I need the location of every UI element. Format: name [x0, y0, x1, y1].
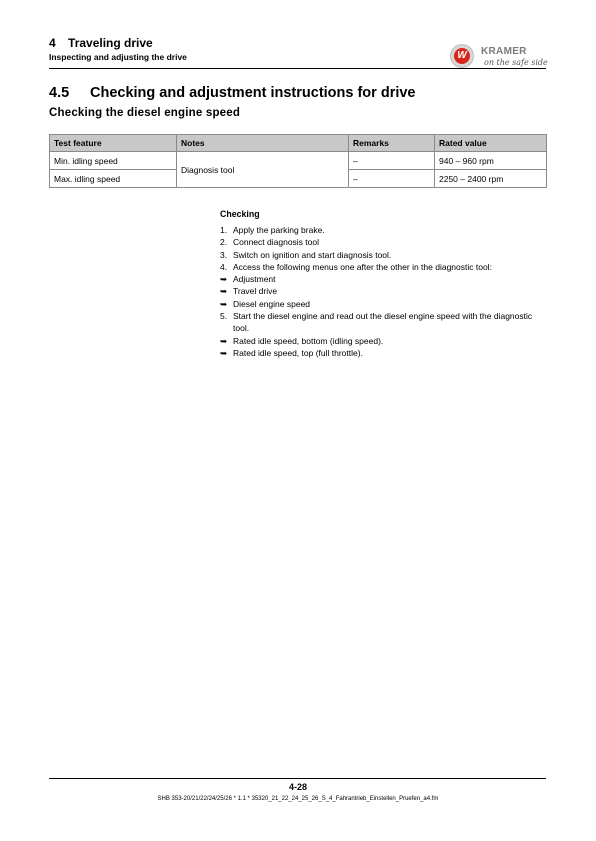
step-marker: 4.: [220, 261, 228, 272]
list-item: [220, 224, 550, 236]
arrow-icon: ➥: [220, 335, 228, 346]
step-text: Rated idle speed, bottom (idling speed).: [233, 335, 384, 346]
step-text: Apply the parking brake.: [233, 225, 325, 235]
table-cell: 2250 – 2400 rpm: [435, 170, 547, 188]
spec-table: [49, 134, 547, 188]
table-cell: –: [349, 152, 435, 170]
logo-brand: KRAMER: [481, 46, 527, 57]
step-text: Rated idle speed, top (full throttle).: [233, 347, 363, 358]
step-marker: 2.: [220, 237, 228, 248]
table-cell: 940 – 960 rpm: [435, 152, 547, 170]
table-cell-notes: Diagnosis tool: [177, 152, 349, 188]
arrow-icon: ➥: [220, 347, 228, 358]
chapter-subtitle: Inspecting and adjusting the drive: [49, 52, 187, 62]
footer-rule: [49, 778, 546, 779]
table-cell: Min. idling speed: [50, 152, 177, 170]
step-text: Start the diesel engine and read out the diesel engine speed with the diagnostic tool.: [233, 311, 533, 334]
section-title-text: Checking and adjustment instructions for drive: [90, 85, 416, 101]
checking-heading: Checking: [220, 209, 260, 219]
list-item: [220, 261, 550, 273]
step-text: Connect diagnosis tool: [233, 237, 320, 248]
table-header-cell: Rated value: [435, 135, 547, 152]
step-marker: 5.: [220, 311, 228, 322]
arrow-icon: ➥: [220, 298, 228, 309]
list-item: [220, 249, 550, 261]
page-number: 4-28: [288, 782, 307, 792]
table-cell: –: [349, 170, 435, 188]
arrow-icon: ➥: [220, 274, 228, 285]
step-text: Travel drive: [233, 286, 278, 297]
table-header-row: [50, 135, 547, 152]
section-number: 4.5: [49, 85, 70, 101]
step-text: Adjustment: [233, 274, 276, 285]
kramer-logo: [450, 41, 550, 71]
chapter-title: Traveling drive: [68, 36, 153, 50]
arrow-icon: ➥: [220, 286, 228, 297]
list-item: [220, 310, 550, 335]
chapter-number: 4: [49, 36, 56, 50]
list-item: [220, 285, 550, 297]
list-item: [220, 335, 550, 347]
list-item: [220, 347, 550, 359]
table-header-cell: Remarks: [349, 135, 435, 152]
chapter-heading: [49, 36, 153, 50]
step-text: Diesel engine speed: [233, 298, 311, 309]
table-header-cell: Notes: [177, 135, 349, 152]
section-subtitle: Checking the diesel engine speed: [49, 107, 241, 119]
step-text: Access the following menus one after the other in the diagnostic tool:: [233, 261, 492, 272]
step-marker: 1.: [220, 225, 228, 235]
table-row: [50, 152, 547, 170]
checking-steps: [220, 224, 550, 359]
logo-emblem-icon: [450, 44, 474, 68]
logo-mark: W: [454, 48, 470, 64]
logo-tagline: on the safe side: [484, 58, 548, 67]
list-item: [220, 298, 550, 310]
header-rule: [49, 68, 546, 69]
list-item: [220, 236, 550, 248]
step-marker: 3.: [220, 249, 228, 260]
section-title: [49, 85, 416, 101]
document-reference: SHB 353-20/21/22/24/25/26 * 1.1 * 35320_21_22_24_25_26_S_4_Fahrantrieb_Einstellen_Pruefen_a4.fm: [157, 796, 439, 802]
list-item: [220, 273, 550, 285]
table-header-cell: Test feature: [50, 135, 177, 152]
step-text: Switch on ignition and start diagnosis tool.: [233, 249, 392, 260]
checking-procedure: [220, 209, 550, 359]
table-cell: Max. idling speed: [50, 170, 177, 188]
